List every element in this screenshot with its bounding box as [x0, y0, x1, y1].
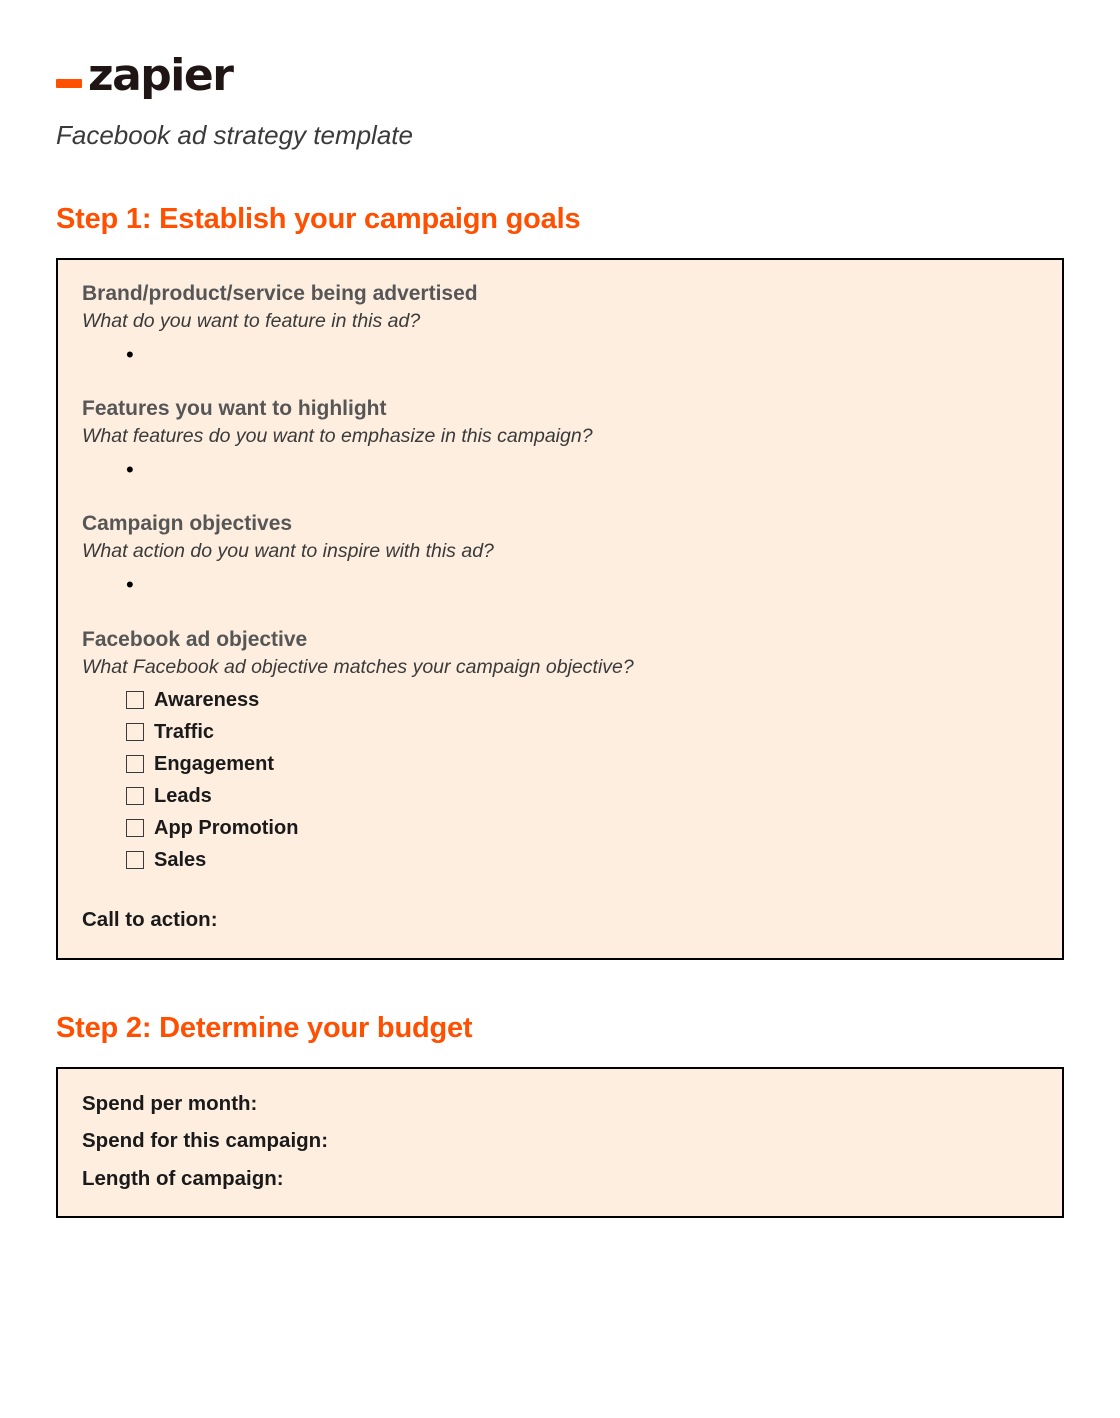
budget-length-of-campaign[interactable]: Length of campaign: — [82, 1167, 284, 1191]
checkbox-option-awareness[interactable] — [126, 685, 1038, 716]
field-features-label: Features you want to highlight — [82, 397, 387, 421]
zapier-dash-icon — [56, 79, 82, 88]
field-objectives-prompt: What action do you want to inspire with this ad? — [82, 540, 494, 563]
zapier-logo — [56, 48, 1064, 104]
checkbox-option-leads[interactable] — [126, 781, 1038, 812]
field-brand-label: Brand/product/service being advertised — [82, 282, 478, 305]
checkbox-label: Sales — [154, 848, 207, 871]
checkbox-label: Engagement — [154, 752, 275, 775]
checkbox-option-app-promotion[interactable] — [126, 813, 1038, 844]
checkbox-label: App Promotion — [154, 816, 299, 839]
field-features-bullet[interactable] — [126, 458, 1038, 482]
ad-objective-checkbox-list — [126, 685, 1038, 876]
field-objectives-bullet[interactable] — [126, 573, 1038, 597]
checkbox-label: Leads — [154, 784, 212, 807]
checkbox-label: Awareness — [154, 688, 260, 711]
spacer — [82, 598, 1038, 628]
field-ad-objective-label: Facebook ad objective — [82, 627, 308, 651]
field-ad-objective — [82, 628, 1038, 876]
checkbox-icon[interactable] — [126, 819, 144, 837]
field-brand-bullet[interactable] — [126, 343, 1038, 367]
zapier-wordmark: zapier — [88, 50, 233, 101]
spacer — [82, 367, 1038, 397]
checkbox-icon[interactable] — [126, 755, 144, 773]
field-objectives-label: Campaign objectives — [82, 512, 293, 536]
checkbox-option-sales[interactable] — [126, 845, 1038, 876]
budget-spend-per-month[interactable]: Spend per month: — [82, 1091, 258, 1115]
checkbox-icon[interactable] — [126, 851, 144, 869]
budget-spend-this-campaign[interactable]: Spend for this campaign: — [82, 1129, 329, 1153]
checkbox-icon[interactable] — [126, 723, 144, 741]
checkbox-option-engagement[interactable] — [126, 749, 1038, 780]
call-to-action-label[interactable]: Call to action: — [82, 907, 218, 931]
field-ad-objective-prompt: What Facebook ad objective matches your campaign objective? — [82, 655, 634, 678]
spacer — [82, 482, 1038, 512]
checkbox-option-traffic[interactable] — [126, 717, 1038, 748]
checkbox-label: Traffic — [154, 720, 215, 743]
field-brand — [82, 282, 1038, 367]
step-2-panel — [56, 1067, 1064, 1219]
field-features — [82, 397, 1038, 482]
checkbox-icon[interactable] — [126, 787, 144, 805]
step-2-heading: Step 2: Determine your budget — [56, 1011, 473, 1044]
field-objectives — [82, 512, 1038, 597]
checkbox-icon[interactable] — [126, 691, 144, 709]
step-1-heading: Step 1: Establish your campaign goals — [56, 203, 581, 235]
page-title: Facebook ad strategy template — [56, 120, 413, 150]
field-brand-prompt: What do you want to feature in this ad? — [82, 310, 421, 332]
field-features-prompt: What features do you want to emphasize in this campaign? — [82, 425, 593, 448]
step-1-panel — [56, 258, 1064, 960]
